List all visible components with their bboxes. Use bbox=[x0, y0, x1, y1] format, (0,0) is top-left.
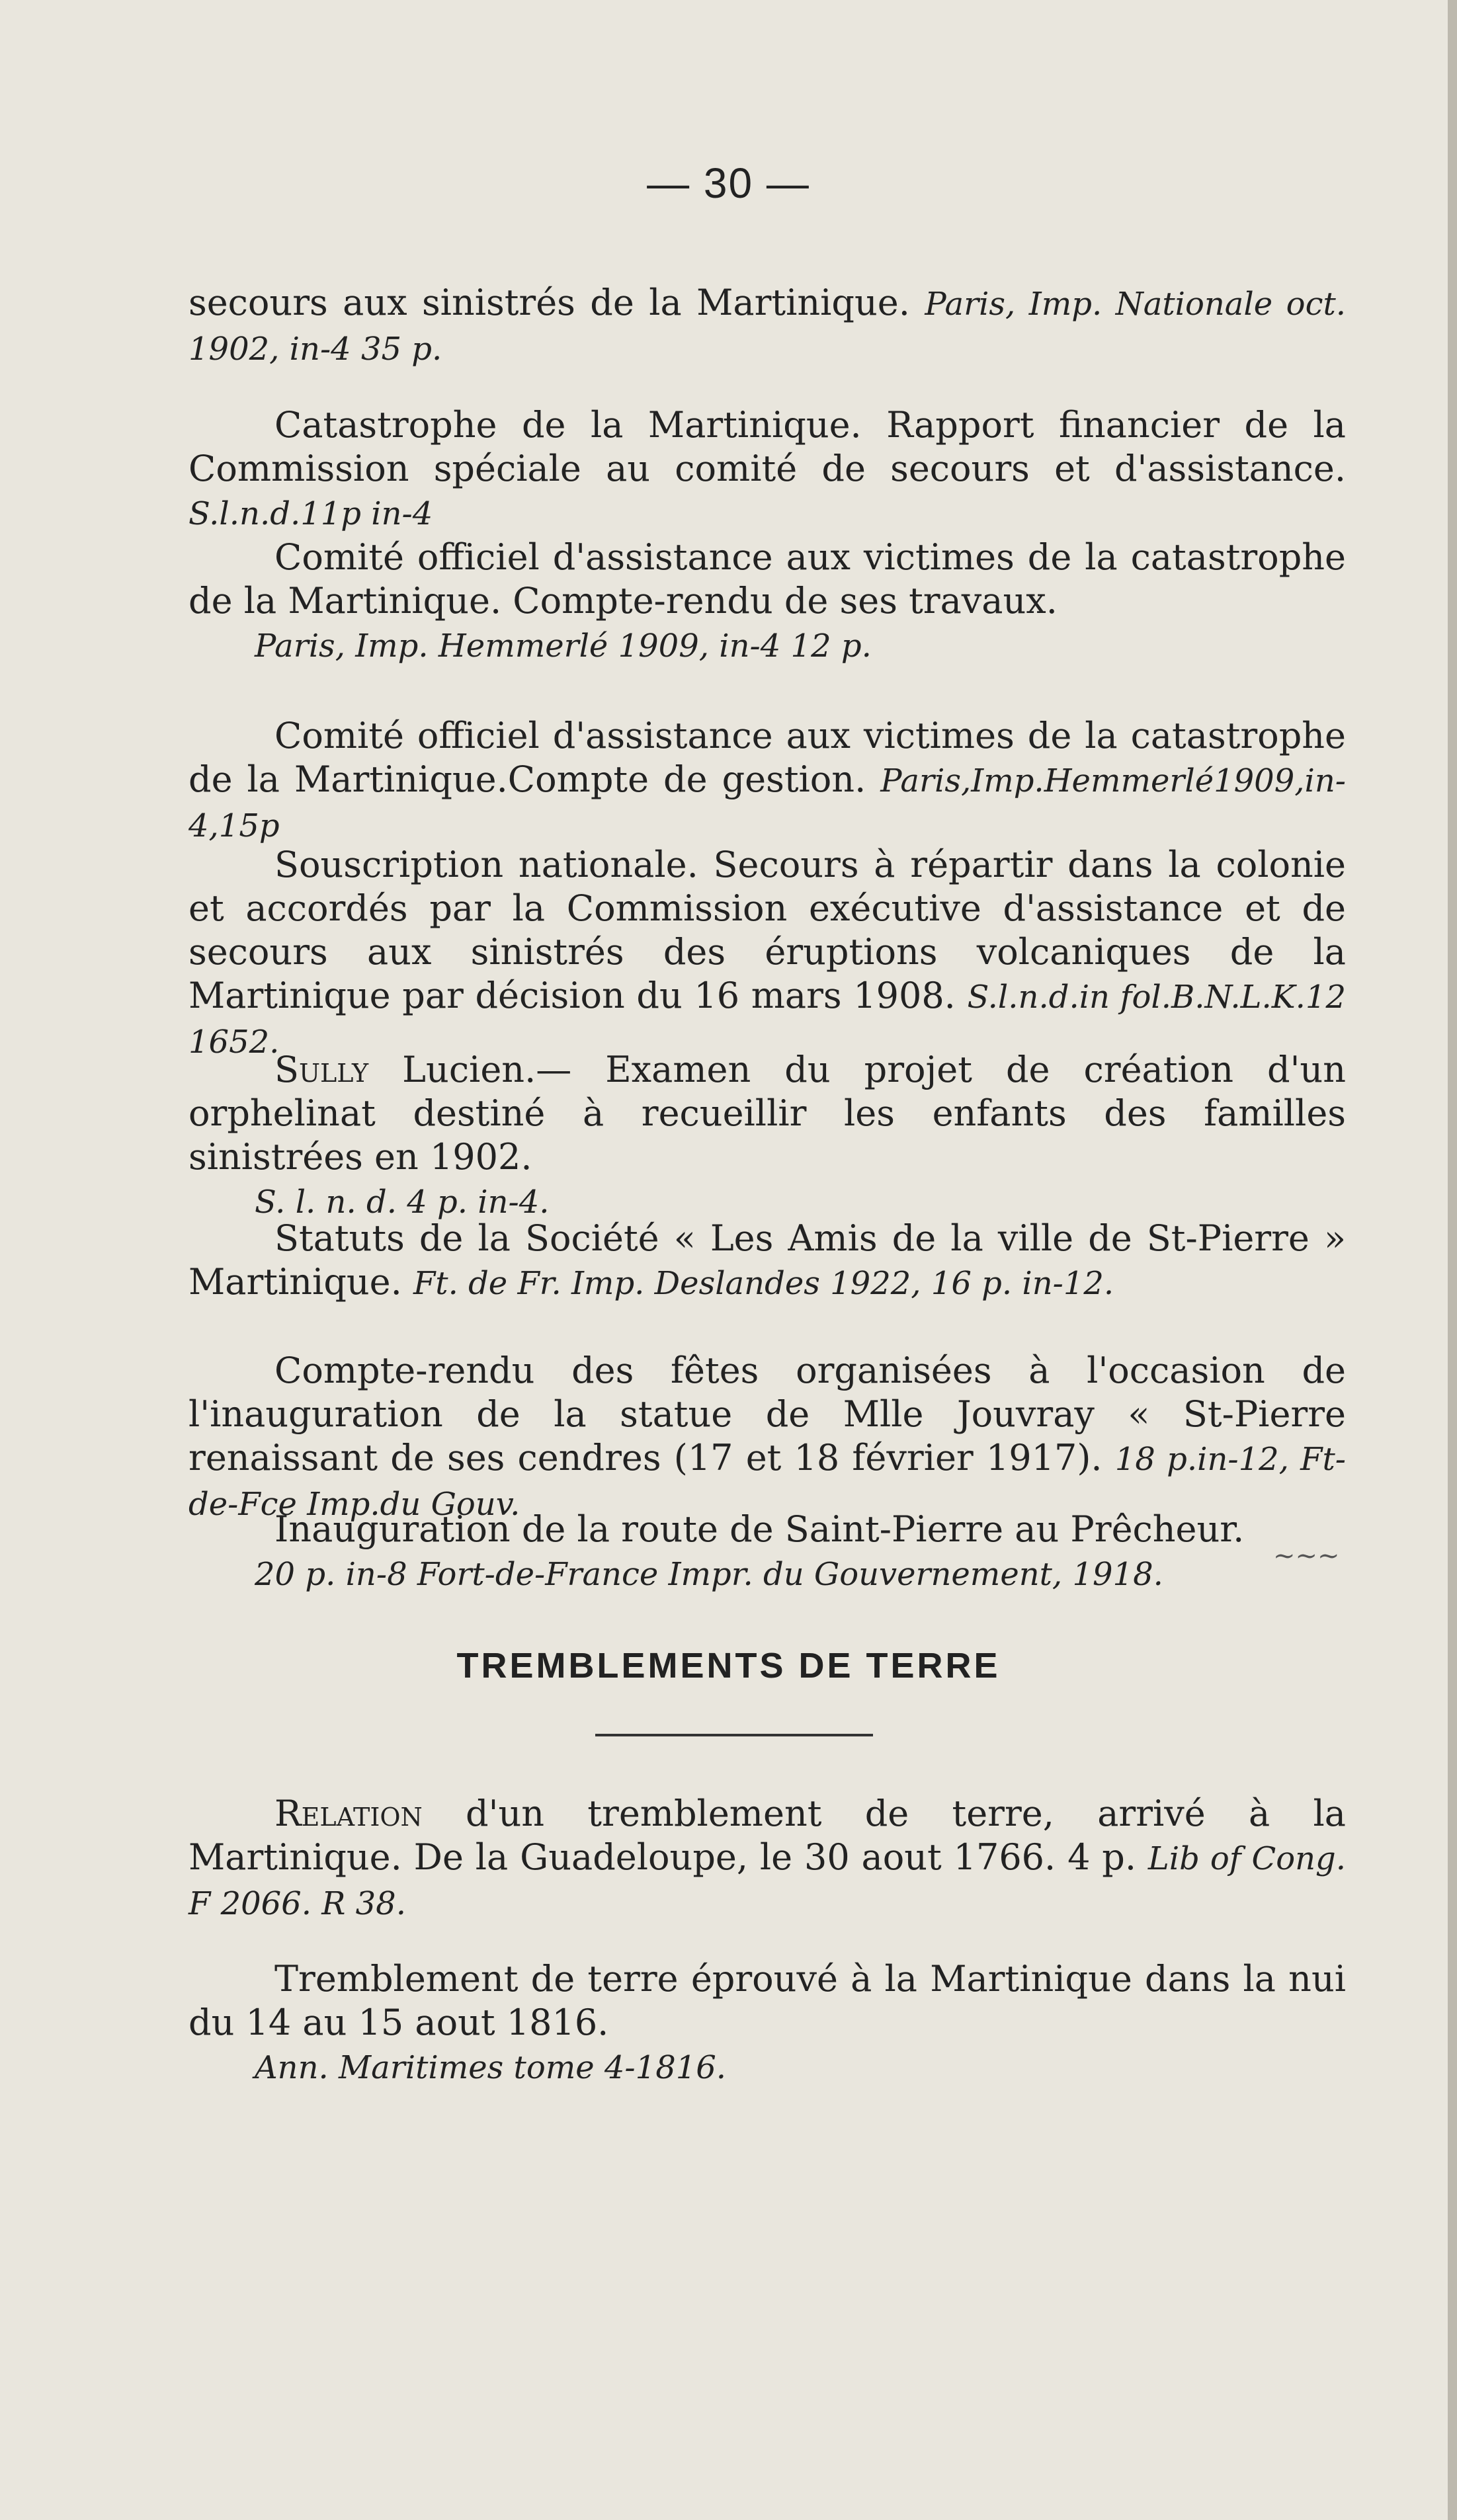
entry-text: Statuts de la Société « Les Amis de la ville de St-Pierre » Martinique. bbox=[188, 1217, 1346, 1303]
entry-text: Compte-rendu des fêtes organisées à l'occasion de l'inauguration de la statue de Mlle Jouvray « St-Pierre renaissant de ses cendres (17 et 18 février 1917). bbox=[188, 1350, 1346, 1479]
entry-text: Catastrophe de la Martinique. Rapport financier de la Commission spéciale au comité de secours et d'assistance. bbox=[188, 404, 1346, 489]
entry-text: Inauguration de la route de Saint-Pierre au Prêcheur. bbox=[274, 1508, 1245, 1550]
entry-text: secours aux sinistrés de la Martinique. bbox=[188, 282, 910, 323]
entry-source: Ann. Maritimes tome 4-1816. bbox=[255, 2049, 727, 2086]
bibliography-entry bbox=[188, 843, 1346, 1064]
entry-source: S.l.n.d.in fol.B.N.L.K.12 1652. bbox=[188, 979, 1347, 1061]
entry-source: S.l.n.d.11p in-4 bbox=[188, 495, 433, 532]
bibliography-entry bbox=[188, 536, 1346, 668]
entry-text: Lucien.— Examen du projet de création d'un orphelinat destiné à recueillir les enfants des familles sinistrées en 1902. bbox=[188, 1049, 1346, 1178]
bibliography-entry bbox=[188, 403, 1346, 536]
entry-source: 18 p.in-12, Ft-de-Fce Imp.du Gouv. bbox=[188, 1441, 1346, 1523]
entry-source: Paris, Imp. Nationale oct. 1902, in-4 35 p. bbox=[188, 286, 1347, 368]
entry-text: Souscription nationale. Secours à répartir dans la colonie et accordés par la Commission exécutive d'assistance et de secours aux sinistrés des éruptions volcaniques de la Martinique par décision du 16 mars 1908. bbox=[188, 844, 1346, 1016]
entry-text: Comité officiel d'assistance aux victimes de la catastrophe de la Martinique.Compte de gestion. bbox=[188, 715, 1346, 800]
bibliography-entry bbox=[188, 1957, 1346, 2090]
tilde-mark: ~~~ bbox=[1273, 1541, 1340, 1571]
bibliography-entry bbox=[188, 281, 1346, 371]
entry-source: Paris,Imp.Hemmerlé1909,in-4,15p bbox=[188, 762, 1346, 844]
entry-text: Tremblement de terre éprouvé à la Martinique dans la nui du 14 au 15 aout 1816. bbox=[188, 1958, 1346, 2043]
entry-source: 20 p. in-8 Fort-de-France Impr. du Gouvernement, 1918. bbox=[255, 1556, 1163, 1593]
page-edge bbox=[1448, 0, 1457, 2520]
entry-author: Sully bbox=[274, 1049, 369, 1090]
entry-source: Ft. de Fr. Imp. Deslandes 1922, 16 p. in-12. bbox=[413, 1265, 1114, 1302]
bibliography-entry bbox=[188, 1217, 1346, 1305]
divider-rule bbox=[595, 1734, 873, 1736]
entry-author: Relation bbox=[274, 1793, 423, 1834]
section-heading: TREMBLEMENTS DE TERRE bbox=[456, 1646, 1001, 1686]
entry-source: Lib of Cong. F 2066. R 38. bbox=[188, 1840, 1346, 1922]
entry-source: Paris, Imp. Hemmerlé 1909, in-4 12 p. bbox=[255, 628, 872, 665]
bibliography-entry bbox=[188, 714, 1346, 848]
bibliography-entry bbox=[188, 1508, 1346, 1596]
entry-text: Comité officiel d'assistance aux victimes de la catastrophe de la Martinique. Compte-rendu de ses travaux. bbox=[188, 536, 1346, 622]
page-number: — 30 — bbox=[647, 159, 810, 207]
entry-text: d'un tremblement de terre, arrivé à la Martinique. De la Guadeloupe, le 30 aout 1766. 4 p. bbox=[188, 1793, 1346, 1878]
entry-source: S. l. n. d. 4 p. in-4. bbox=[255, 1184, 550, 1221]
bibliography-entry bbox=[188, 1048, 1346, 1224]
bibliography-entry bbox=[188, 1349, 1346, 1526]
bibliography-entry bbox=[188, 1792, 1346, 1926]
